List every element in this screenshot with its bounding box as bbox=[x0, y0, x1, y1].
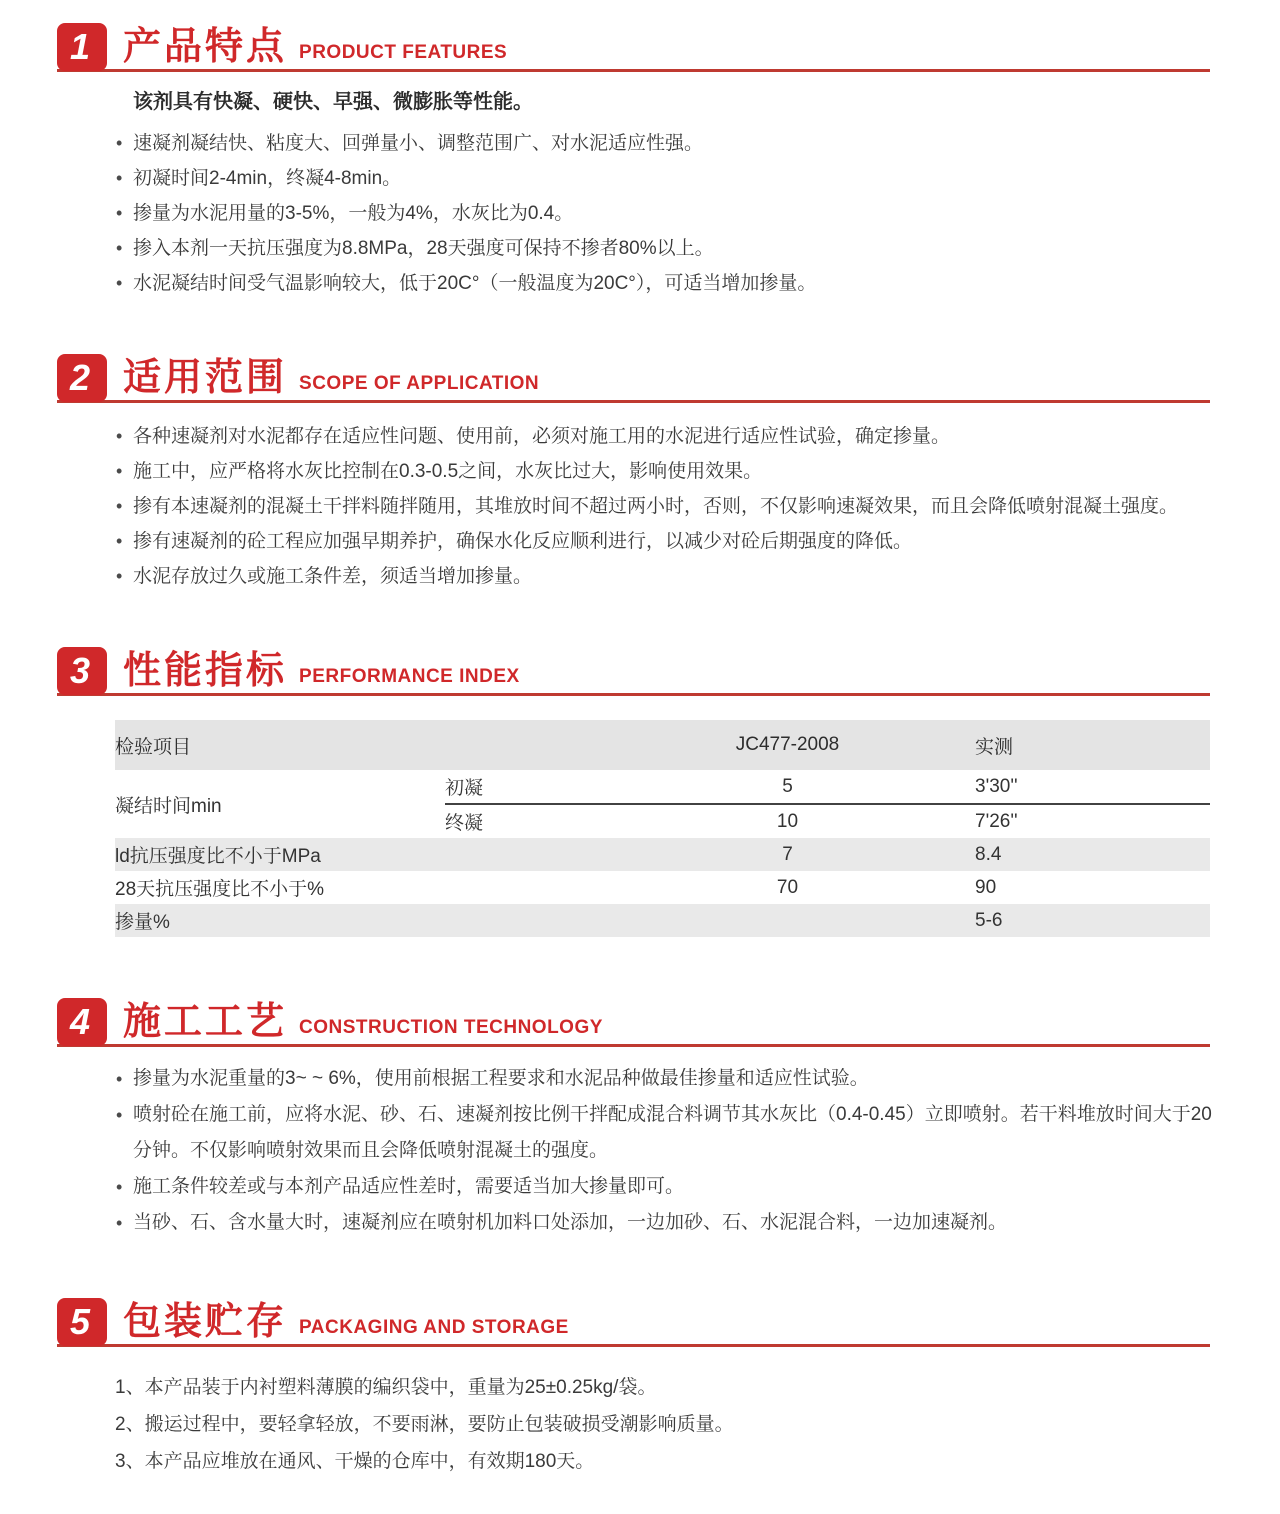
cell-standard: 7 bbox=[600, 838, 975, 871]
section-subtitle-en: SCOPE OF APPLICATION bbox=[299, 373, 540, 394]
numbered-item: 3、本产品应堆放在通风、干燥的仓库中，有效期180天。 bbox=[115, 1451, 595, 1472]
section-title: 适用范围 bbox=[123, 357, 288, 399]
section-5-header bbox=[57, 1293, 1210, 1347]
bullet-item: • 喷射砼在施工前，应将水泥、砂、石、速凝剂按比例干拌配成混合料调节其水灰比（0.4-0.45）立即喷射。若干料堆放时间大于20分钟。不仅影响喷射效果而且会降低喷射混凝土的强度。 bbox=[115, 1097, 1220, 1169]
bullet-item: • 初凝时间2-4min，终凝4-8min。 bbox=[115, 161, 1220, 196]
cell-final-set-measured: 7'26'' bbox=[975, 804, 1210, 838]
table-row-setting-time-initial bbox=[115, 770, 1210, 804]
table-header-row bbox=[115, 720, 1210, 770]
section-subtitle-en: PERFORMANCE INDEX bbox=[299, 666, 520, 687]
bullet-item: • 施工条件较差或与本剂产品适应性差时，需要适当加大掺量即可。 bbox=[115, 1169, 1220, 1205]
header-spacer bbox=[445, 720, 600, 770]
performance-index-table bbox=[115, 720, 1210, 937]
cell-item: 28天抗压强度比不小于% bbox=[115, 879, 325, 900]
cell-measured: 5-6 bbox=[975, 904, 1210, 937]
cell-spacer bbox=[445, 838, 600, 871]
section-2-header bbox=[57, 349, 1210, 403]
cell-spacer bbox=[445, 904, 600, 937]
bullet-item: • 水泥凝结时间受气温影响较大，低于20C°（一般温度为20C°），可适当增加掺量。 bbox=[115, 266, 1220, 301]
cell-item: 掺量% bbox=[115, 904, 445, 937]
cell-item: ld抗压强度比不小于MPa bbox=[115, 838, 445, 871]
cell-measured: 8.4 bbox=[975, 838, 1210, 871]
section-construction-technology bbox=[0, 993, 1280, 1241]
features-intro-text: 该剂具有快凝、硬快、早强、微膨胀等性能。 bbox=[133, 91, 533, 113]
section-4-header bbox=[57, 993, 1210, 1047]
bullet-item: • 水泥存放过久或施工条件差，须适当增加掺量。 bbox=[115, 559, 1220, 594]
cell-initial-set-label: 初凝 bbox=[445, 778, 484, 799]
table-row-dosage bbox=[115, 904, 1210, 937]
section-performance-index bbox=[0, 642, 1280, 937]
header-measured: 实测 bbox=[975, 720, 1210, 770]
section-number-badge: 4 bbox=[57, 998, 107, 1046]
bullet-item: • 各种速凝剂对水泥都存在适应性问题、使用前，必须对施工用的水泥进行适应性试验，确定掺量。 bbox=[115, 419, 1220, 454]
numbered-item: 2、搬运过程中，要轻拿轻放，不要雨淋，要防止包装破损受潮影响质量。 bbox=[115, 1414, 734, 1435]
scope-bullet-list bbox=[115, 419, 1220, 594]
section-1-header bbox=[57, 18, 1210, 72]
bullet-item: • 掺量为水泥用量的3-5%，一般为4%，水灰比为0.4。 bbox=[115, 196, 1220, 231]
cell-initial-set-measured: 3'30'' bbox=[975, 775, 1018, 797]
features-bullet-list bbox=[115, 126, 1220, 301]
bullet-item: • 掺有速凝剂的砼工程应加强早期养护，确保水化反应顺利进行，以减少对砼后期强度的降低。 bbox=[115, 524, 1220, 559]
section-subtitle-en: PACKAGING AND STORAGE bbox=[299, 1317, 569, 1338]
bullet-item: • 掺有本速凝剂的混凝土干拌料随拌随用，其堆放时间不超过两小时，否则，不仅影响速凝效果，而且会降低喷射混凝土强度。 bbox=[115, 489, 1220, 524]
cell-standard bbox=[600, 904, 975, 937]
bullet-item: • 施工中，应严格将水灰比控制在0.3-0.5之间，水灰比过大，影响使用效果。 bbox=[115, 454, 1220, 489]
section-scope-of-application bbox=[0, 349, 1280, 594]
section-title: 施工工艺 bbox=[123, 1001, 288, 1043]
cell-final-set-label: 终凝 bbox=[445, 804, 600, 838]
bullet-item: • 掺入本剂一天抗压强度为8.8MPa，28天强度可保持不掺者80%以上。 bbox=[115, 231, 1220, 266]
section-product-features bbox=[0, 18, 1280, 301]
storage-numbered-list bbox=[115, 1369, 1280, 1480]
table-row-1d-strength bbox=[115, 838, 1210, 871]
section-number-badge: 2 bbox=[57, 354, 107, 402]
section-title: 性能指标 bbox=[123, 650, 288, 692]
section-title: 产品特点 bbox=[123, 26, 288, 68]
section-subtitle-en: PRODUCT FEATURES bbox=[299, 42, 508, 63]
table-row-28d-strength bbox=[115, 871, 1210, 904]
cell-standard: 70 bbox=[776, 876, 799, 898]
section-number-badge: 5 bbox=[57, 1298, 107, 1346]
header-inspection-item: 检验项目 bbox=[115, 720, 445, 770]
cell-measured: 90 bbox=[975, 876, 997, 898]
bullet-item: • 当砂、石、含水量大时，速凝剂应在喷射机加料口处添加，一边加砂、石、水泥混合料，一边加速凝剂。 bbox=[115, 1205, 1220, 1241]
cell-initial-set-standard: 5 bbox=[782, 775, 793, 797]
section-packaging-storage bbox=[0, 1293, 1280, 1480]
numbered-item: 1、本产品装于内衬塑料薄膜的编织袋中，重量为25±0.25kg/袋。 bbox=[115, 1377, 657, 1398]
section-number-badge: 1 bbox=[57, 23, 107, 71]
bullet-item: • 掺量为水泥重量的3~ ~ 6%，使用前根据工程要求和水泥品种做最佳掺量和适应性试验。 bbox=[115, 1061, 1220, 1097]
section-subtitle-en: CONSTRUCTION TECHNOLOGY bbox=[299, 1017, 603, 1038]
section-number-badge: 3 bbox=[57, 647, 107, 695]
header-standard: JC477-2008 bbox=[600, 720, 975, 770]
cell-final-set-standard: 10 bbox=[600, 804, 975, 838]
bullet-item: • 速凝剂凝结快、粘度大、回弹量小、调整范围广、对水泥适应性强。 bbox=[115, 126, 1220, 161]
construction-bullet-list bbox=[115, 1061, 1220, 1241]
cell-spacer bbox=[445, 871, 600, 904]
section-title: 包装贮存 bbox=[123, 1301, 288, 1343]
cell-setting-time-item: 凝结时间min bbox=[115, 795, 222, 817]
section-3-header bbox=[57, 642, 1210, 696]
